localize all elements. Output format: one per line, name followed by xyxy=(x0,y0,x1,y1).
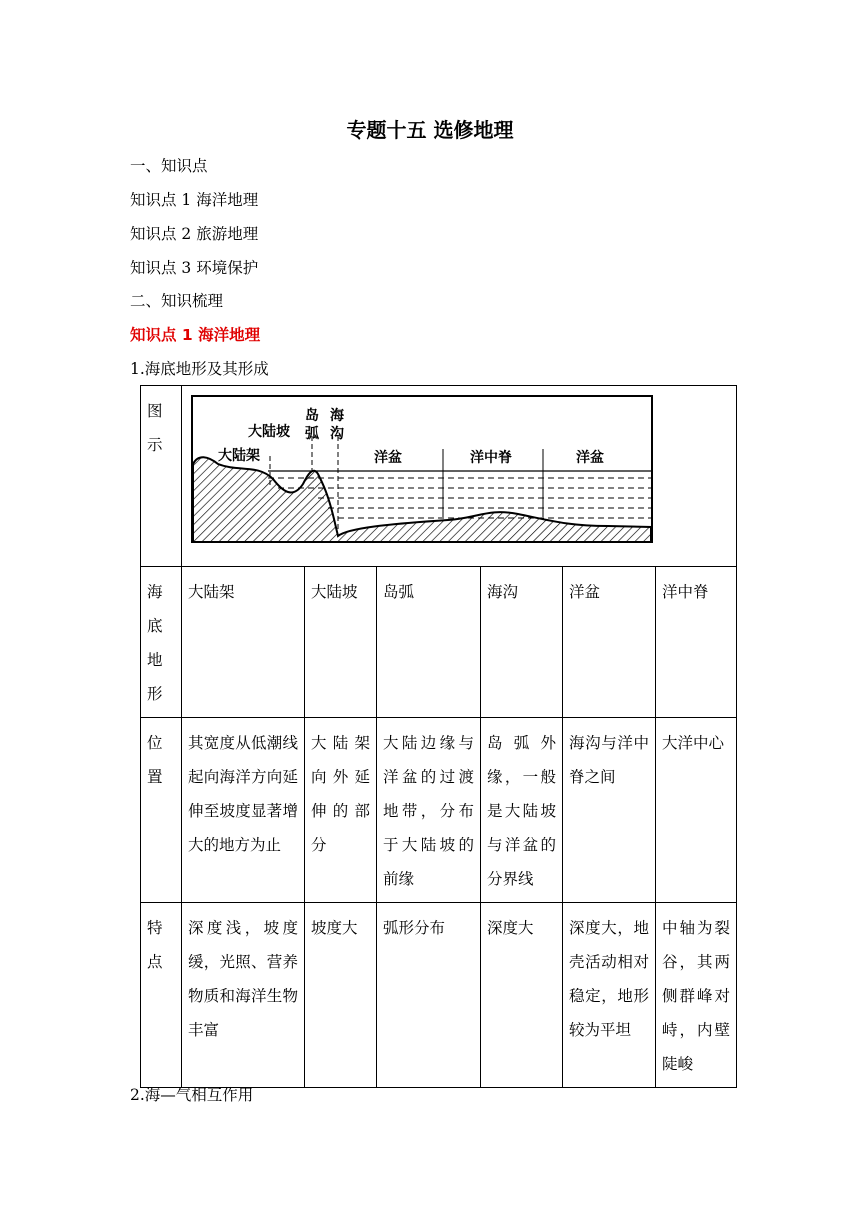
seafloor-landform-table xyxy=(140,385,737,1088)
seafloor-profile-diagram xyxy=(188,394,656,544)
knowledge-point-2: 知识点 2 旅游地理 xyxy=(130,225,259,243)
feature-ocean-basin: 深度大，地壳活动相对稳定，地形较为平坦 xyxy=(563,903,656,1088)
feature-continental-shelf: 深度浅，坡度缓，光照、营养物质和海洋生物丰富 xyxy=(182,903,305,1088)
landform-continental-slope: 大陆坡 xyxy=(305,567,377,718)
label-ocean-basin-left: 洋盆 xyxy=(374,450,402,466)
section-heading-review: 二、知识梳理 xyxy=(130,292,224,310)
feature-mid-ocean-ridge: 中轴为裂谷，其两侧群峰对峙，内壁陡峻 xyxy=(656,903,737,1088)
label-trench-1: 海 xyxy=(330,408,344,424)
page-title: 专题十五 选修地理 xyxy=(346,118,514,142)
row-header-feature: 特 点 xyxy=(141,903,182,1088)
label-continental-slope: 大陆坡 xyxy=(248,424,290,440)
landform-row xyxy=(141,567,737,718)
feature-continental-slope: 坡度大 xyxy=(305,903,377,1088)
diagram-cell xyxy=(182,386,737,567)
knowledge-point-1: 知识点 1 海洋地理 xyxy=(130,191,259,209)
label-island-arc-2: 弧 xyxy=(305,426,319,442)
landform-island-arc: 岛弧 xyxy=(377,567,481,718)
position-trench: 岛弧外缘，一般是大陆坡与洋盆的分界线 xyxy=(481,718,563,903)
section-heading-knowledge-points: 一、知识点 xyxy=(130,157,208,175)
landform-ocean-basin: 洋盆 xyxy=(563,567,656,718)
feature-trench: 深度大 xyxy=(481,903,563,1088)
label-island-arc-1: 岛 xyxy=(305,408,319,424)
row-header-landform: 海 底 地 形 xyxy=(141,567,182,718)
landform-trench: 海沟 xyxy=(481,567,563,718)
landform-mid-ocean-ridge: 洋中脊 xyxy=(656,567,737,718)
label-continental-shelf: 大陆架 xyxy=(218,448,260,464)
topic-heading-ocean-atmosphere: 2.海—气相互作用 xyxy=(130,1086,254,1104)
label-ocean-basin-right: 洋盆 xyxy=(576,450,604,466)
diagram-row xyxy=(141,386,737,567)
feature-row xyxy=(141,903,737,1088)
knowledge-point-3: 知识点 3 环境保护 xyxy=(130,259,259,277)
landform-continental-shelf: 大陆架 xyxy=(182,567,305,718)
label-trench-2: 沟 xyxy=(330,426,344,442)
topic-heading-seafloor-landforms: 1.海底地形及其形成 xyxy=(130,360,269,378)
position-continental-slope: 大陆架向外延伸的部分 xyxy=(305,718,377,903)
row-header-diagram: 图 示 xyxy=(141,386,182,567)
position-ocean-basin: 海沟与洋中脊之间 xyxy=(563,718,656,903)
subsection-heading-ocean-geography: 知识点 1 海洋地理 xyxy=(130,326,261,344)
position-island-arc: 大陆边缘与洋盆的过渡地带，分布于大陆坡的前缘 xyxy=(377,718,481,903)
position-row xyxy=(141,718,737,903)
position-continental-shelf: 其宽度从低潮线起向海洋方向延伸至坡度显著增大的地方为止 xyxy=(182,718,305,903)
row-header-position: 位 置 xyxy=(141,718,182,903)
label-mid-ocean-ridge: 洋中脊 xyxy=(470,450,512,466)
feature-island-arc: 弧形分布 xyxy=(377,903,481,1088)
position-mid-ocean-ridge: 大洋中心 xyxy=(656,718,737,903)
